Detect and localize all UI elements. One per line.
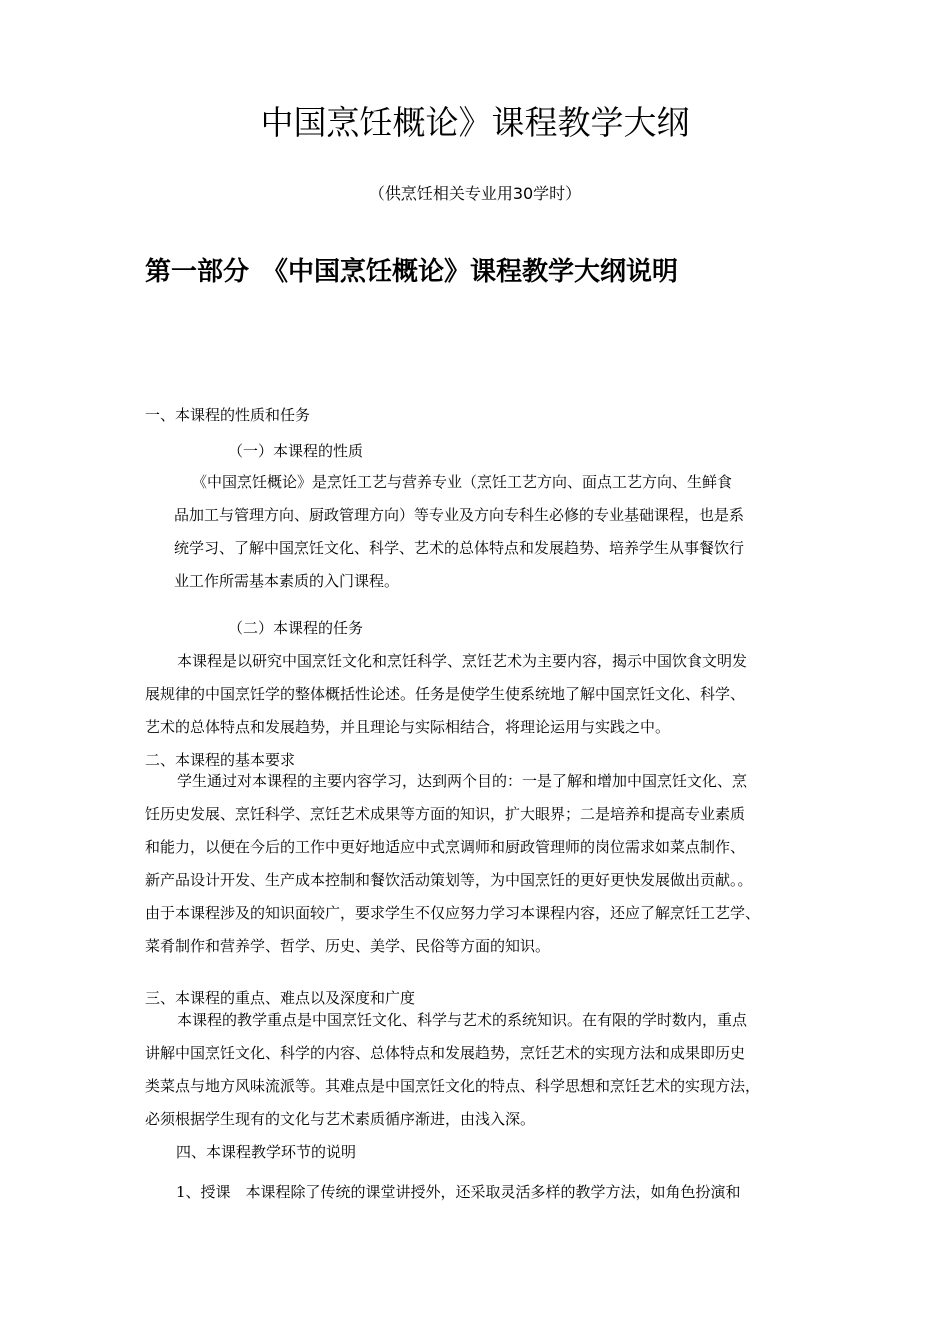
paragraph-line: 菜肴制作和营养学、哲学、历史、美学、民俗等方面的知识。 — [145, 937, 551, 955]
paragraph-line: 品加工与管理方向、厨政管理方向）等专业及方向专科生必修的专业基础课程，也是系 — [174, 506, 745, 524]
paragraph-line: 艺术的总体特点和发展趋势，并且理论与实际相结合，将理论运用与实践之中。 — [145, 718, 671, 736]
part-heading: 第一部分 《中国烹饪概论》课程教学大纲说明 — [145, 257, 679, 287]
paragraph-line: 和能力，以便在今后的工作中更好地适应中式烹调师和厨政管理师的岗位需求如菜点制作、 — [145, 838, 746, 856]
section-4-heading: 四、本课程教学环节的说明 — [176, 1143, 357, 1161]
section-3-paragraph — [145, 1004, 760, 1136]
paragraph-line: 本课程的教学重点是中国烹饪文化、科学与艺术的系统知识。在有限的学时数内，重点 — [177, 1011, 748, 1029]
paragraph-line: 新产品设计开发、生产成本控制和餐饮活动策划等，为中国烹饪的更好更快发展做出贡献。。 — [145, 871, 753, 889]
paragraph-line: 类菜点与地方风味流派等。其难点是中国烹饪文化的特点、科学思想和烹饪艺术的实现方法， — [145, 1077, 761, 1095]
paragraph-line: 由于本课程涉及的知识面较广，要求学生不仅应努力学习本课程内容，还应了解烹饪工艺学、 — [145, 904, 761, 922]
paragraph-line: 统学习、了解中国烹饪文化、科学、艺术的总体特点和发展趋势、培养学生从事餐饮行 — [174, 539, 745, 557]
section-3-heading: 三、本课程的重点、难点以及深度和广度 — [145, 989, 416, 1007]
paragraph-line: 讲解中国烹饪文化、科学的内容、总体特点和发展趋势，烹饪艺术的实现方法和成果即历史 — [145, 1044, 746, 1062]
section-1-subheading-nature: （一）本课程的性质 — [228, 442, 364, 460]
section-2-heading: 二、本课程的基本要求 — [145, 751, 296, 769]
section-2-paragraph — [145, 765, 760, 963]
section-1-paragraph-nature — [174, 466, 744, 598]
section-1-paragraph-task — [145, 645, 747, 744]
document-title: 中国烹饪概论》课程教学大纲 — [260, 103, 690, 142]
section-1-subheading-task: （二）本课程的任务 — [228, 619, 364, 637]
section-4-paragraph: 1、授课 本课程除了传统的课堂讲授外，还采取灵活多样的教学方法，如角色扮演和 — [176, 1183, 741, 1201]
section-1-heading: 一、本课程的性质和任务 — [145, 406, 311, 424]
paragraph-line: 饪历史发展、烹饪科学、烹饪艺术成果等方面的知识，扩大眼界；二是培养和提高专业素质 — [145, 805, 746, 823]
paragraph-line: 《中国烹饪概论》是烹饪工艺与营养专业（烹饪工艺方向、面点工艺方向、生鲜食 — [192, 473, 733, 491]
paragraph-line: 学生通过对本课程的主要内容学习，达到两个目的：一是了解和增加中国烹饪文化、烹 — [177, 772, 748, 790]
document-subtitle: （供烹饪相关专业用30学时） — [368, 184, 582, 203]
paragraph-line: 必须根据学生现有的文化与艺术素质循序渐进，由浅入深。 — [145, 1110, 536, 1128]
paragraph-line: 展规律的中国烹饪学的整体概括性论述。任务是使学生使系统地了解中国烹饪文化、科学、 — [145, 685, 746, 703]
paragraph-line: 本课程是以研究中国烹饪文化和烹饪科学、烹饪艺术为主要内容，揭示中国饮食文明发 — [177, 652, 748, 670]
paragraph-line: 业工作所需基本素质的入门课程。 — [174, 572, 400, 590]
